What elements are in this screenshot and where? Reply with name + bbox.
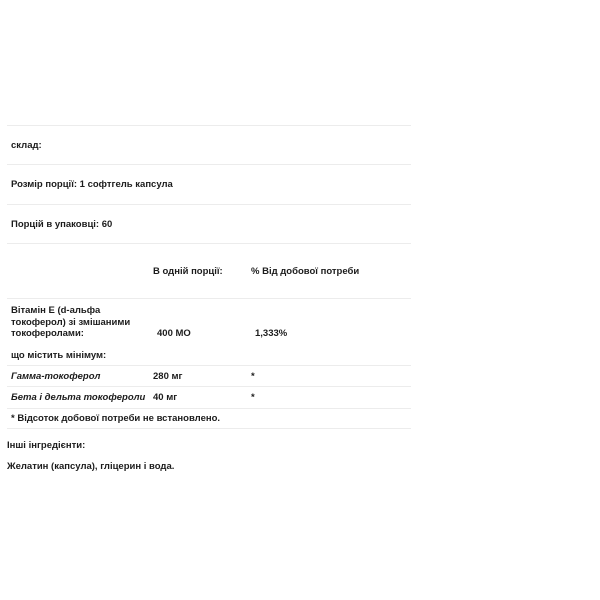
sub-nutrient-row: [7, 386, 411, 408]
serving-size-row: [7, 164, 411, 204]
servings-per-container: Порцій в упаковці: 60: [11, 218, 113, 230]
sub-nutrient-name: Бета і дельта токофероли: [11, 392, 146, 403]
nutrient-daily-value: 1,333%: [255, 328, 288, 339]
sub-nutrient-name: Гамма-токоферол: [11, 370, 101, 382]
other-ingredients-text: Желатин (капсула), гліцерин і вода.: [7, 461, 175, 472]
nutrient-amount: 400 МО: [157, 328, 191, 339]
footnote: * Відсоток добової потреби не встановлено.: [11, 413, 221, 424]
nutrient-sub-label: що містить мінімум:: [11, 350, 107, 361]
column-header-amount: В одній порції:: [153, 265, 223, 277]
nutrient-name: Вітамін Е (d-альфа токоферол) зі змішаними токоферолами:: [11, 305, 131, 339]
other-ingredients-label: Інші інгредієнти:: [7, 440, 86, 451]
column-header-daily-value: % Від добової потреби: [251, 265, 360, 277]
sub-nutrient-row: [7, 365, 411, 386]
serving-size: Розмір порції: 1 софтгель капсула: [11, 179, 173, 190]
section-label-row: [7, 125, 411, 164]
sub-nutrient-amount: 280 мг: [153, 370, 183, 382]
footnote-row: [7, 408, 411, 429]
supplement-facts-table: [7, 125, 411, 429]
servings-per-container-row: [7, 204, 411, 243]
section-label: склад:: [11, 139, 42, 151]
nutrient-row-vitamin-e: [7, 298, 411, 365]
sub-nutrient-daily-value: *: [251, 392, 255, 403]
sub-nutrient-amount: 40 мг: [153, 392, 178, 403]
column-header-row: [7, 243, 411, 298]
sub-nutrient-daily-value: *: [251, 370, 255, 382]
